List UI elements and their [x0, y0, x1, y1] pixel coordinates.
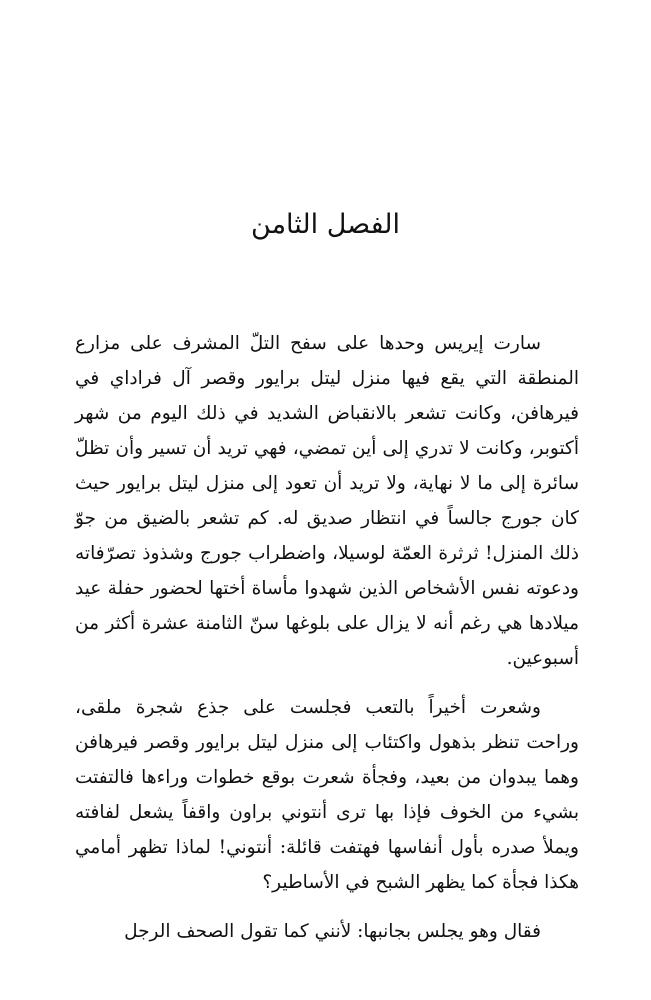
paragraph-3: فقال وهو يجلس بجانبها: لأنني كما تقول الصحف الرجل [124, 921, 541, 942]
paragraph-1: سارت إيريس وحدها على سفح التلّ المشرف على مزارع المنطقة التي يقع فيها منزل ليتل برايور وقصر آل فراداي في فيرهافن، وكانت تشعر بالانقباض الشديد في ذلك اليوم من شهر أكتوبر، وكانت لا تدري إلى أين تمضي، فهي تريد أن تسير وأن تظلّ سائرة إلى ما لا نهاية، ولا تريد أن تعود إلى منزل ليتل برايور حيث كان جورج جالساً في انتظار صديق له. كم تشعر بالضيق من جوّ ذلك المنزل! ثرثرة العمّة لوسيلا، واضطراب جورج وشذوذ تصرّفاته ودعوته نفس الأشخاص الذين شهدوا مأساة أختها لحضور حفلة عيد ميلادها هي رغم أنه لا يزال على بلوغها سنّ الثامنة عشرة أكثر من أسبوعين. [75, 333, 579, 669]
chapter-title: الفصل الثامن [251, 209, 400, 240]
paragraph-2: وشعرت أخيراً بالتعب فجلست على جذع شجرة ملقى، وراحت تنظر بذهول واكتئاب إلى منزل ليتل برايور وقصر فيرهافن وهما يبدوان من بعيد، وفجأة شعرت بوقع خطوات وراءها فالتفتت بشيء من الخوف فإذا بها ترى أنتوني براون واقفاً يشعل لفافته ويملأ صدره بأول أنفاسها فهتفت قائلة: أنتوني! لماذا تظهر أمامي هكذا فجأة كما يظهر الشبح في الأساطير؟ [75, 697, 579, 893]
chapter-body [75, 326, 579, 949]
